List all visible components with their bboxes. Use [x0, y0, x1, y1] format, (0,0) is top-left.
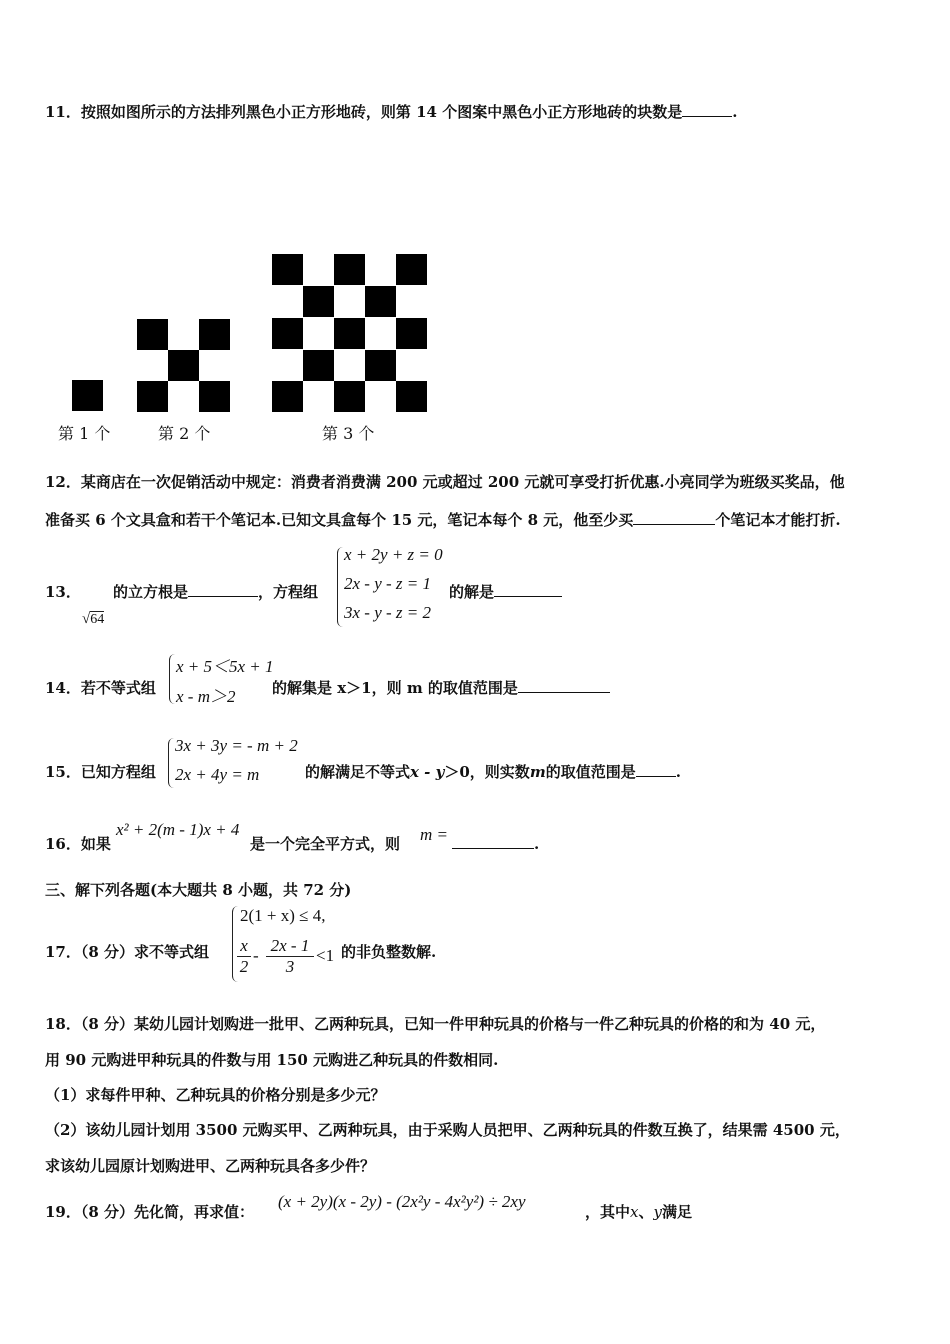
- variable-y: y: [653, 1203, 662, 1221]
- system-brace: [337, 547, 344, 627]
- answer-blank: [633, 510, 715, 525]
- question-13-text-c: 的解是: [449, 583, 495, 601]
- question-12-line-2: [45, 509, 841, 531]
- inequality-1: 2(1 + x) ≤ 4,: [240, 906, 326, 925]
- question-18-sub-1: （1）求每件甲种、乙种玩具的价格分别是多少元？: [45, 1086, 386, 1104]
- system-brace: [169, 654, 176, 704]
- caption-pattern-2: 第 2 个: [158, 424, 211, 443]
- equation-2: 2x + 4y = m: [175, 765, 260, 784]
- black-tile: [396, 381, 427, 412]
- fraction-2x-1-over-3: [266, 936, 314, 977]
- black-tile: [396, 254, 427, 285]
- black-tile: [137, 319, 168, 350]
- equation-1: 3x + 3y = - m + 2: [175, 736, 298, 755]
- question-13-text-b: ，方程组: [258, 583, 319, 601]
- black-tile: [365, 286, 396, 317]
- question-19-tail: [585, 1201, 692, 1223]
- answer-blank: [188, 582, 258, 597]
- question-12-text-end: 个笔记本才能打折.: [715, 511, 841, 529]
- black-tile: [334, 254, 365, 285]
- question-15-end: .: [675, 763, 681, 781]
- question-15-text-d: 的取值范围是: [545, 763, 636, 781]
- question-18-sub-2b: 求该幼儿园原计划购进甲、乙两种玩具各多少件？: [45, 1157, 376, 1175]
- question-13-tail: [449, 581, 562, 603]
- question-18-line-1: 18．（8 分）某幼儿园计划购进一批甲、乙两种玩具，已知一件甲种玩具的价格与一件乙种玩具的价格的和为 40 元，: [45, 1015, 826, 1033]
- black-tile: [199, 319, 230, 350]
- system-brace: [168, 738, 175, 788]
- question-11-text: 11．按照如图所示的方法排列黑色小正方形地砖，则第 14 个图案中黑色小正方形地砖的块数是: [45, 103, 683, 121]
- simplify-expr: (x + 2y)(x - 2y) - (2x²y - 4x²y²) ÷ 2xy: [278, 1192, 526, 1211]
- question-12-text: 准备买 6 个文具盒和若干个笔记本.已知文具盒每个 15 元，笔记本每个 8 元，他至少买: [45, 511, 634, 529]
- answer-blank: [452, 834, 534, 849]
- black-tile: [168, 350, 199, 381]
- question-19-text-b: ，其中: [585, 1203, 631, 1221]
- equation-1: x + 2y + z = 0: [344, 545, 443, 564]
- black-tile: [334, 381, 365, 412]
- black-tile: [303, 350, 334, 381]
- tile-pattern-figure: [0, 0, 950, 460]
- fraction-x-over-2: [237, 936, 251, 977]
- question-15-text-b: 的解满足不等式: [305, 763, 411, 781]
- question-14-text-b: 的解集是 x＞1，则 m 的取值范围是: [272, 679, 518, 697]
- variable-m: m: [529, 763, 546, 781]
- question-17-text-a: 17．（8 分）求不等式组: [45, 943, 210, 961]
- question-15-tail: [305, 761, 681, 783]
- black-tile: [272, 318, 303, 349]
- inequality-1: x + 5＜5x + 1: [176, 657, 274, 676]
- sqrt-64: [82, 611, 104, 628]
- answer-blank: [636, 762, 676, 777]
- minus-sign: -: [253, 946, 259, 965]
- black-tile: [199, 381, 230, 412]
- less-than-one: <1: [316, 946, 335, 965]
- question-19-text-c: 满足: [661, 1203, 692, 1221]
- equation-2: 2x - y - z = 1: [344, 574, 432, 593]
- equation-3: 3x - y - z = 2: [344, 603, 432, 622]
- caption-pattern-1: 第 1 个: [58, 424, 111, 443]
- question-12-line-1: 12．某商店在一次促销活动中规定：消费者消费满 200 元或超过 200 元就可享受打折优惠.小亮同学为班级买奖品，他: [45, 473, 845, 491]
- question-15-text-a: 15．已知方程组: [45, 763, 156, 781]
- sqrt-radicand: 64: [90, 612, 105, 627]
- answer-blank: [494, 582, 562, 597]
- question-15-text-c: ＞0，则实数: [444, 763, 530, 781]
- fraction-numerator: 2x - 1: [270, 936, 310, 955]
- section-3-heading: 三、解下列各题(本大题共 8 小题，共 72 分): [45, 881, 352, 899]
- question-19-text-a: 19．（8 分）先化简，再求值：: [45, 1203, 255, 1221]
- black-tile: [365, 350, 396, 381]
- question-11-end: .: [732, 103, 738, 121]
- question-16-end: .: [534, 835, 540, 853]
- question-16-tail: [452, 833, 539, 855]
- inequality-expr: x - y: [410, 763, 445, 781]
- variable-x: x: [630, 1203, 639, 1221]
- question-13-num: 13．: [45, 583, 81, 601]
- separator: 、: [638, 1203, 654, 1221]
- black-tile: [334, 318, 365, 349]
- black-tile: [272, 381, 303, 412]
- polynomial-expr: x² + 2(m - 1)x + 4: [116, 820, 240, 839]
- fraction-denominator: 3: [266, 956, 314, 977]
- sqrt-icon: √: [82, 611, 91, 627]
- black-tile: [72, 380, 103, 411]
- fraction-denominator: 2: [237, 956, 251, 977]
- m-equals: m =: [420, 825, 448, 844]
- black-tile: [137, 381, 168, 412]
- question-17-text-b: 的非负整数解.: [341, 943, 437, 961]
- question-18-line-2: 用 90 元购进甲种玩具的件数与用 150 元购进乙种玩具的件数相同.: [45, 1051, 499, 1069]
- question-18-sub-2a: （2）该幼儿园计划用 3500 元购买甲、乙两种玩具，由于采购人员把甲、乙两种玩具的件数互换了，结果需 4500 元，: [45, 1121, 850, 1139]
- black-tile: [303, 286, 334, 317]
- answer-blank: [518, 678, 610, 693]
- question-16-text-b: 是一个完全平方式，则: [250, 835, 401, 853]
- black-tile: [396, 318, 427, 349]
- question-14-text-a: 14．若不等式组: [45, 679, 156, 697]
- inequality-2: x - m＞2: [176, 687, 236, 706]
- black-tile: [272, 254, 303, 285]
- caption-pattern-3: 第 3 个: [322, 424, 375, 443]
- question-14-tail: [272, 677, 610, 699]
- fraction-numerator: x: [240, 936, 248, 955]
- question-13-body: [113, 581, 318, 603]
- question-13-text-a: 的立方根是: [113, 583, 189, 601]
- question-16-text-a: 16．如果: [45, 835, 111, 853]
